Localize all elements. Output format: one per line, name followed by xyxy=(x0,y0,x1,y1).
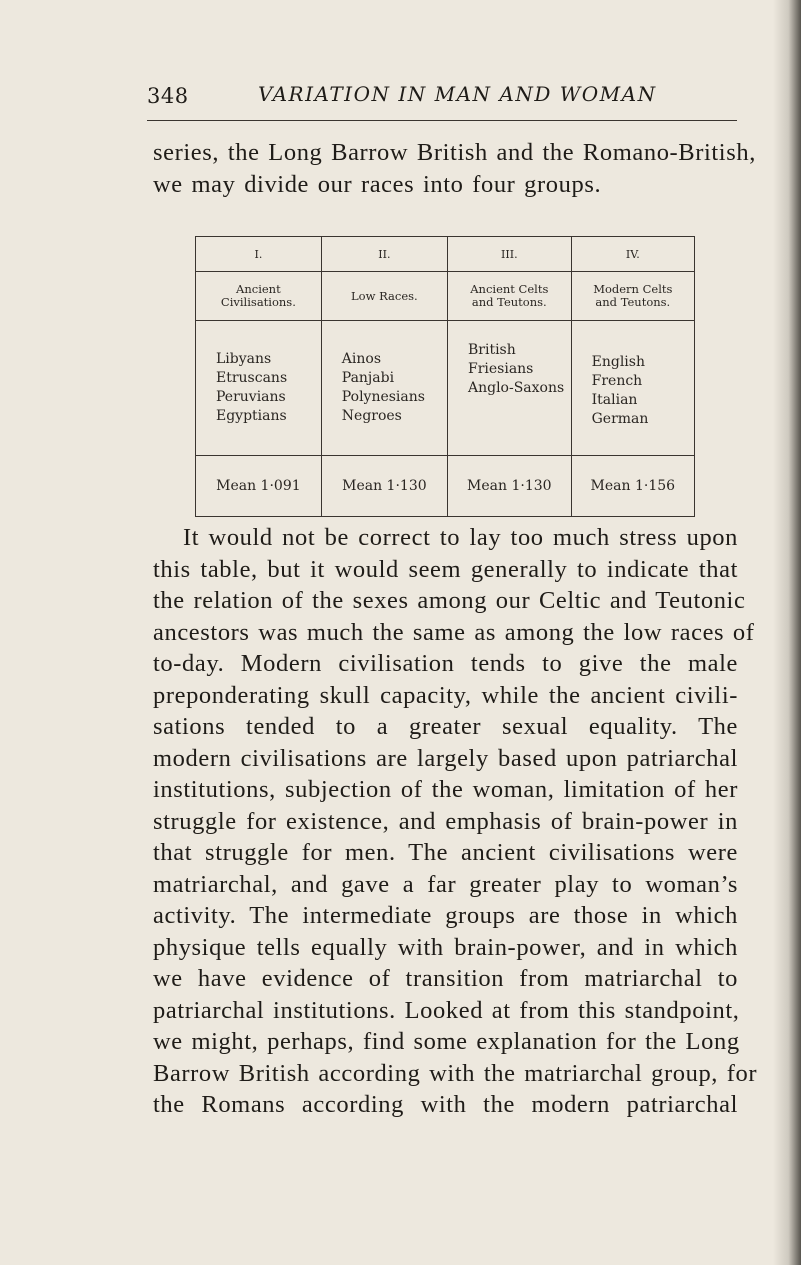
people-name: Italian xyxy=(591,392,638,408)
description-line: Ancient Celts xyxy=(470,282,549,296)
column-description xyxy=(321,272,447,321)
column-peoples xyxy=(447,321,571,456)
text-line: we might, perhaps, find some explanation for the Long xyxy=(153,1028,740,1055)
column-peoples xyxy=(571,321,694,456)
people-name: British xyxy=(467,342,516,358)
column-mean: Mean 1·091 xyxy=(196,456,322,517)
column-numeral: I. xyxy=(196,237,322,272)
text-line: we may divide our races into four groups. xyxy=(153,170,602,198)
text-line: matriarchal, and gave a far greater play to woman’s xyxy=(153,870,738,898)
peoples-list xyxy=(322,350,447,426)
people-name: English xyxy=(591,354,645,370)
text-line: this table, but it would seem generally to indicate that xyxy=(153,555,738,583)
table xyxy=(195,236,695,517)
people-name: French xyxy=(591,373,643,389)
description-row xyxy=(196,272,695,321)
people-name: Negroes xyxy=(341,408,402,424)
text-line: to-day. Modern civilisation tends to give the male xyxy=(153,650,738,677)
people-name: Etruscans xyxy=(216,370,288,386)
binding-shadow xyxy=(773,0,801,1265)
text-line: patriarchal institutions. Looked at from this standpoint, xyxy=(153,996,740,1024)
text-line: that struggle for men. The ancient civilisations were xyxy=(153,839,738,866)
people-name: Peruvians xyxy=(216,389,286,405)
column-mean: Mean 1·130 xyxy=(447,456,571,517)
text-line: the relation of the sexes among our Celtic and Teutonic xyxy=(153,587,746,614)
body-paragraph xyxy=(153,522,758,1121)
column-description xyxy=(571,272,694,321)
text-line: institutions, subjection of the woman, limitation of her xyxy=(153,776,738,803)
description-line: Low Races. xyxy=(351,288,418,303)
text-line: Barrow British according with the matriarchal group, for xyxy=(153,1059,758,1087)
race-groups-table xyxy=(195,236,695,496)
column-mean: Mean 1·156 xyxy=(571,456,694,517)
description-line: Modern Celts xyxy=(593,282,673,296)
header-rule xyxy=(147,120,737,121)
text-line: modern civilisations are largely based upon patriarchal xyxy=(153,744,738,772)
people-name: Anglo-Saxons xyxy=(467,380,565,396)
text-line: we have evidence of transition from matriarchal to xyxy=(153,965,738,992)
text-line: It would not be correct to lay too much stress upon xyxy=(183,524,738,551)
text-line: struggle for existence, and emphasis of brain-power in xyxy=(153,807,738,835)
text-line: physique tells equally with brain-power, and in which xyxy=(153,933,738,961)
people-name: Ainos xyxy=(341,351,381,367)
description-line: Ancient xyxy=(236,282,281,296)
description-line: and Teutons. xyxy=(595,295,671,309)
people-name: German xyxy=(591,411,649,427)
page-number: 348 xyxy=(147,84,189,108)
running-title: VARIATION IN MAN AND WOMAN xyxy=(258,82,657,106)
intro-paragraph xyxy=(153,137,756,200)
people-name: Friesians xyxy=(467,361,534,377)
peoples-list xyxy=(196,350,321,426)
numeral-row xyxy=(196,237,695,272)
description-line: Civilisations. xyxy=(220,295,296,309)
mean-row xyxy=(196,456,695,517)
column-numeral: III. xyxy=(447,237,571,272)
column-mean: Mean 1·130 xyxy=(321,456,447,517)
description-line: and Teutons. xyxy=(471,295,547,309)
column-description xyxy=(447,272,571,321)
text-line: ancestors was much the same as among the low races of xyxy=(153,618,755,646)
column-description xyxy=(196,272,322,321)
peoples-row xyxy=(196,321,695,456)
text-line: series, the Long Barrow British and the Romano-British, xyxy=(153,139,756,166)
people-name: Egyptians xyxy=(216,408,287,424)
people-name: Polynesians xyxy=(341,389,425,405)
people-name: Libyans xyxy=(216,351,272,367)
text-line: activity. The intermediate groups are those in which xyxy=(153,902,738,929)
peoples-list xyxy=(448,341,571,398)
people-name: Panjabi xyxy=(341,370,395,386)
column-numeral: II. xyxy=(321,237,447,272)
column-numeral: IV. xyxy=(571,237,694,272)
column-peoples xyxy=(321,321,447,456)
peoples-list xyxy=(572,353,694,429)
text-line: preponderating skull capacity, while the ancient civili- xyxy=(153,681,738,709)
column-peoples xyxy=(196,321,322,456)
text-line: the Romans according with the modern patriarchal xyxy=(153,1091,738,1118)
text-line: sations tended to a greater sexual equality. The xyxy=(153,713,738,740)
